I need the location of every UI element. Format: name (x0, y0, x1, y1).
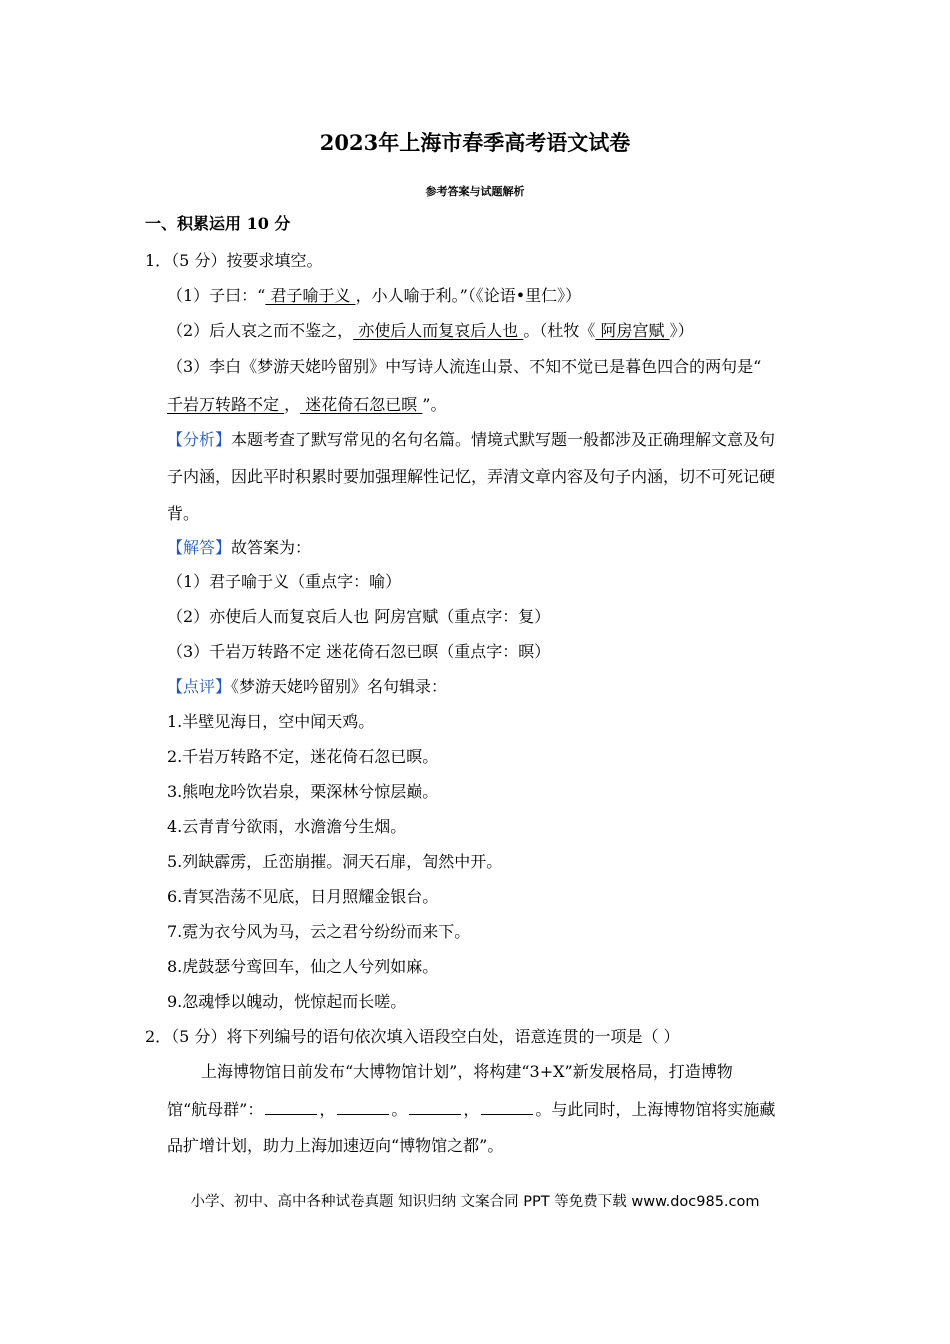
question-1-part-3-line-1: （3）李白《梦游天姥吟留别》中写诗人流连山景、不知不觉已是暮色四合的两句是“ (167, 357, 762, 376)
part-2-suffix: 》） (669, 321, 694, 340)
quote-item: 8.虎鼓瑟兮鸾回车，仙之人兮列如麻。 (167, 957, 439, 976)
quote-item: 9.忽魂悸以魄动，恍惊起而长嗟。 (167, 992, 407, 1011)
answer-item: （3）千岩万转路不定 迷花倚石忽已暝（重点字：暝） (167, 642, 551, 661)
part-1-prefix: （1）子曰：“ (167, 286, 266, 305)
quote-item: 5.列缺霹雳，丘峦崩摧。洞天石扉，訇然中开。 (167, 852, 503, 871)
question-1-part-1 (167, 286, 581, 306)
part-3-separator: ， (284, 395, 301, 414)
quote-item: 1.半壁见海日，空中闻天鸡。 (167, 712, 375, 731)
blank-separator: 。 (391, 1100, 408, 1119)
quote-item: 6.青冥浩荡不见底，日月照耀金银台。 (167, 887, 439, 906)
quote-item: 7.霓为衣兮风为马，云之君兮纷纷而来下。 (167, 922, 471, 941)
part-2-answer: 亦使后人而复哀后人也 (353, 321, 524, 340)
blank-separator: ， (463, 1100, 480, 1119)
question-2-passage-line-2 (167, 1100, 775, 1120)
analysis-line-2: 子内涵，因此平时积累时要加强理解性记忆，弄清文章内容及句子内涵，切不可死记硬 (167, 467, 776, 486)
part-1-answer: 君子喻于义 (265, 286, 356, 305)
page-title: 2023年上海市春季高考语文试卷 (319, 130, 631, 155)
fill-blank (265, 1100, 317, 1115)
quote-item: 4.云青青兮欲雨，水澹澹兮生烟。 (167, 817, 407, 836)
question-2-stem: 2．（5 分）将下列编号的语句依次填入语段空白处，语意连贯的一项是（ ） (145, 1027, 680, 1046)
analysis-line-3: 背。 (167, 504, 200, 523)
answer-item: （1）君子喻于义（重点字：喻） (167, 572, 402, 591)
question-1-part-3-line-2 (167, 395, 446, 415)
comment-heading (167, 677, 447, 697)
analysis-line-1 (167, 430, 775, 450)
passage-prefix: 馆“航母群”： (167, 1100, 264, 1119)
part-3-answer-1: 千岩万转路不定 (167, 395, 285, 414)
page-subtitle: 参考答案与试题解析 (425, 185, 525, 198)
part-2-answer-title: 阿房宫赋 (595, 321, 670, 340)
part-2-prefix: （2）后人哀之而不鉴之， (167, 321, 354, 340)
quote-item: 2.千岩万转路不定，迷花倚石忽已暝。 (167, 747, 439, 766)
answer-intro: 故答案为： (231, 538, 312, 557)
part-1-suffix: ，小人喻于利。”（《论语•里仁》） (355, 286, 582, 305)
comment-tag: 【点评】 (167, 677, 232, 696)
analysis-tag: 【分析】 (167, 430, 232, 449)
answer-tag: 【解答】 (167, 538, 232, 557)
part-3-answer-2: 迷花倚石忽已暝 (300, 395, 423, 414)
question-1-part-2 (167, 321, 694, 341)
fill-blank (409, 1100, 461, 1115)
answer-item: （2）亦使后人而复哀后人也 阿房宫赋（重点字：复） (167, 607, 551, 626)
question-1-stem: 1．（5 分）按要求填空。 (145, 251, 323, 270)
comment-intro: 《梦游天姥吟留别》名句辑录： (231, 677, 448, 696)
quote-item: 3.熊咆龙吟饮岩泉，栗深林兮惊层巅。 (167, 782, 439, 801)
passage-suffix: 。与此同时，上海博物馆将实施藏 (535, 1100, 776, 1119)
fill-blank (481, 1100, 533, 1115)
section-heading: 一、积累运用 10 分 (145, 214, 291, 233)
question-2-passage-line-3: 品扩增计划，助力上海加速迈向“博物馆之都”。 (167, 1136, 504, 1155)
analysis-text-1: 本题考查了默写常见的名句名篇。情境式默写题一般都涉及正确理解文意及句 (231, 430, 776, 449)
part-3-suffix: ”。 (422, 395, 447, 414)
blank-separator: ， (319, 1100, 336, 1119)
answer-heading (167, 538, 311, 558)
fill-blank (337, 1100, 389, 1115)
part-2-middle: 。（杜牧《 (523, 321, 596, 340)
page-footer: 小学、初中、高中各种试卷真题 知识归纳 文案合同 PPT 等免费下载 www.doc985.com (190, 1194, 760, 1210)
question-2-passage-line-1: 上海博物馆日前发布“大博物馆计划”，将构建“3+X”新发展格局，打造博物 (201, 1062, 733, 1081)
